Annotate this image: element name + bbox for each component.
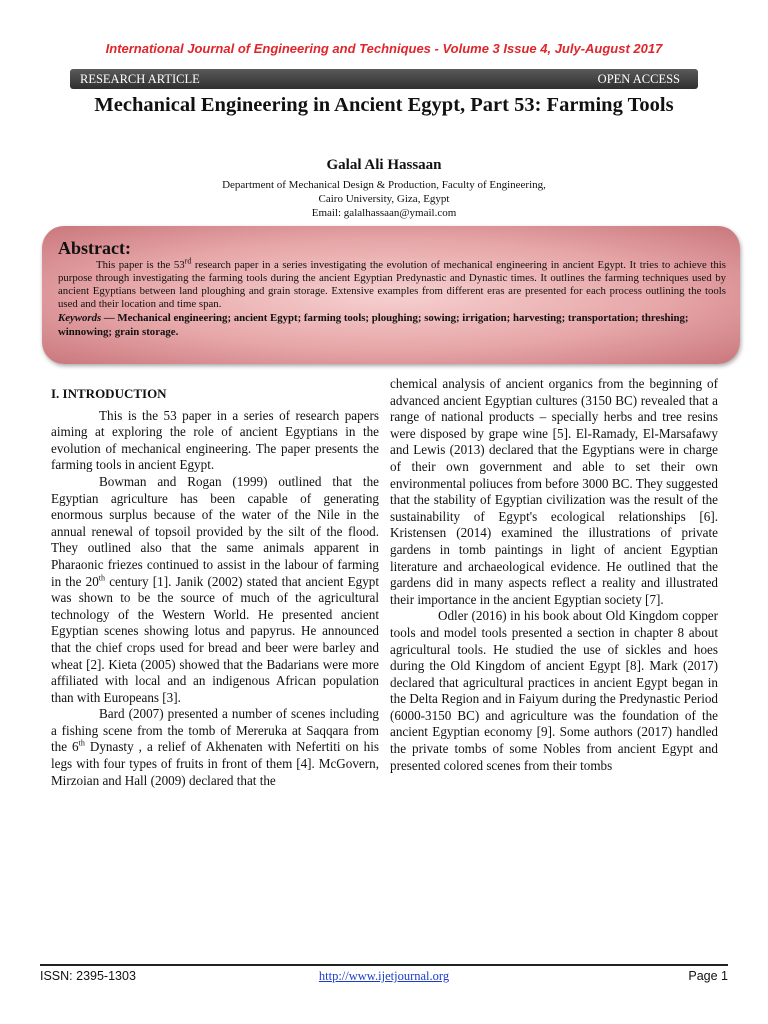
abstract-text: [58, 256, 726, 311]
paper-title: Mechanical Engineering in Ancient Egypt, Part 53: Farming Tools: [94, 94, 674, 116]
page-number: Page 1: [688, 969, 728, 983]
right-column: [390, 376, 718, 774]
abstract-text-rest: research paper in a series investigating the evolution of mechanical engineering in ancient Egypt. It tries to achieve this purpose through investigating the farming tools during the ancient Egyptian Predynastic and Dynastic times. It outlines the farming techniques used by ancient Egyptians between land ploughing and grain storage. Extensive examples from different eras are presented for each process outlining the tools used and their location and time span.: [58, 259, 726, 311]
abstract-heading: Abstract:: [58, 238, 131, 258]
affiliation-block: [0, 178, 768, 220]
right-paragraph-1: chemical analysis of ancient organics from the beginning of advanced ancient Egyptian cultures (3150 BC) revealed that a range of national products – specially herbs and tree resins were disposed by grape wine [5]. El-Ramady, El-Marsafawy and Lewis (2013) declared that the Egyptians were in charge of their own government and able to set their own environmental poliuces from before 3000 BC. They suggested that the stability of Egyptian civilization was the result of the sustainability of Egypt's ecological relationships [6]. Kristensen (2014) examined the illustrations of private gardens in tomb paintings in light of ancient Egyptian literature and archaeological evidence. He outlined that the gardens did in many aspects reflect a reality and illustrated their importance in the ancient Egyptian society [7].: [390, 376, 718, 607]
keywords-separator: —: [101, 312, 118, 325]
author-email: Email: galalhassaan@ymail.com: [311, 207, 457, 219]
abstract-ordinal-suffix: rd: [184, 256, 192, 266]
intro-paragraph-2-start: Bowman and Rogan (1999) outlined that the Egyptian agriculture has been capable of generating enormous surplus because of the water of the Nile in the annual renewal of topsoil provided by the silt of the flood. They outlined also that the same animals apparent in Pharaonic friezes continued to assist in the labour of farming in the 20: [51, 473, 379, 589]
affiliation-line-1: Department of Mechanical Design & Production, Faculty of Engineering,: [222, 179, 546, 191]
century-ordinal-suffix: th: [98, 573, 106, 583]
footer-divider: [40, 964, 728, 966]
author-name: Galal Ali Hassaan: [326, 157, 442, 173]
open-access-label: OPEN ACCESS: [597, 72, 680, 86]
intro-paragraph-3-start: Bard (2007) presented a number of scenes including a fishing scene from the tomb of Mereruka at Saqqara from the 6: [51, 706, 379, 755]
abstract-box: [42, 226, 740, 364]
dynasty-ordinal-suffix: th: [78, 739, 85, 749]
intro-paragraph-2-rest: century [1]. Janik (2002) stated that ancient Egypt was shown to be the source of much of the agricultural technology of the Western World. He presented ancient Egyptian scenes showing lotus and papyrus. He announced that the chief crops used for bread and beer were barley and wheat [2]. Kieta (2005) showed that the Badarians were more affiliated with local and an indigenous African population than with Europeans [3].: [51, 573, 379, 705]
issn-label: ISSN: 2395-1303: [40, 969, 136, 983]
abstract-text-start: This paper is the 53: [96, 259, 185, 271]
journal-header: International Journal of Engineering and Techniques - Volume 3 Issue 4, July-August 2017: [105, 41, 663, 56]
journal-website-link[interactable]: http://www.ijetjournal.org: [318, 969, 450, 983]
intro-paragraph-1: This is the 53 paper in a series of research papers aiming at exploring the role of ancient Egyptians in the evolution of mechanical engineering. The paper presents the farming tools in ancient Egypt.: [51, 407, 379, 473]
research-article-label: RESEARCH ARTICLE: [80, 72, 200, 86]
right-paragraph-2: Odler (2016) in his book about Old Kingdom copper tools and model tools presented a section in chapter 8 about agricultural tools. He studied the use of sickles and hoes during the Old Kingdom of ancient Egypt [8]. Mark (2017) declared that agricultural practices in ancient Egypt began in the Delta Region and in Faiyum during the Predynastic Period (6000-3150 BC) and agriculture was the foundation of the ancient Egyptian economy [9]. Some authors (2017) handled the private tombs of some Nobles from ancient Egypt and presented colored scenes from their tombs: [390, 608, 718, 773]
intro-paragraph-3-rest: Dynasty , a relief of Akhenaten with Nefertiti on his legs with four types of fruits in front of them [4]. McGovern, Mirzoian and Hall (2009) declared that the: [51, 739, 379, 788]
keywords-line: [58, 311, 726, 339]
section-heading-introduction: I. INTRODUCTION: [51, 386, 167, 401]
intro-paragraph-3: [51, 706, 379, 789]
left-column: [51, 376, 379, 789]
page-footer: [40, 969, 728, 989]
affiliation-line-2: Cairo University, Giza, Egypt: [318, 193, 450, 205]
intro-paragraph-2: [51, 474, 379, 706]
keywords-list: Mechanical engineering; ancient Egypt; farming tools; ploughing; sowing; irrigation; harvesting; transportation; threshing; winnowing; grain storage.: [58, 312, 689, 339]
keywords-label: Keywords: [58, 312, 102, 325]
article-type-bar: [70, 69, 698, 89]
